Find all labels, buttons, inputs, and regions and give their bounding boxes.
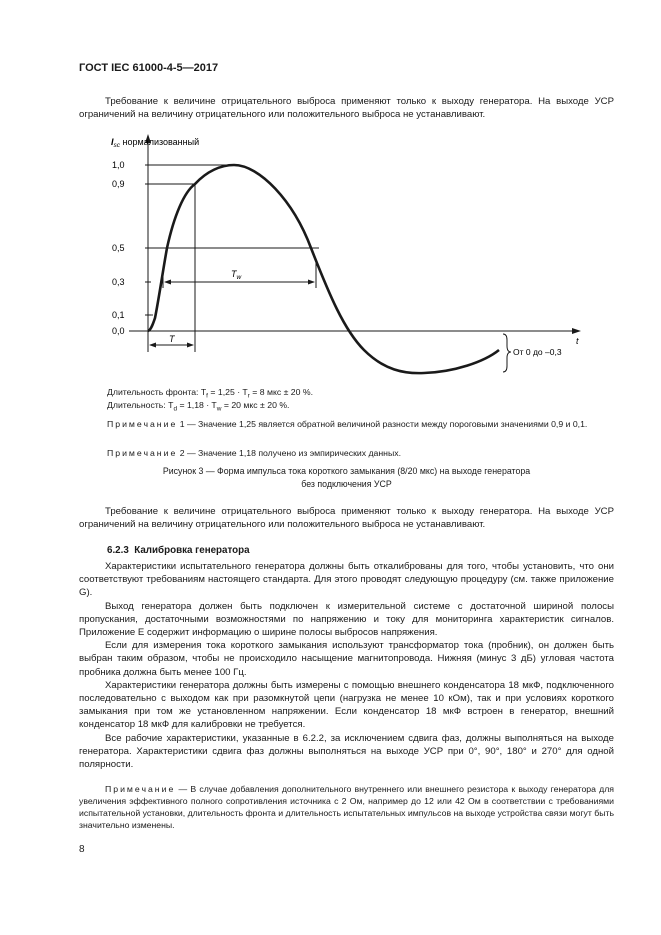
figure-note-2: Примечание 2 — Значение 1,18 получено из эмпирических данных. [107, 448, 401, 458]
undershoot-brace [503, 334, 511, 372]
undershoot-label: От 0 до –0,3 [513, 347, 562, 357]
y-tick-label: 1,0 [112, 160, 125, 170]
surge-current-waveform-figure [79, 130, 619, 390]
y-tick-label: 0,3 [112, 277, 125, 287]
section-heading: 6.2.3 Калибровка генератора [107, 545, 250, 556]
figure-note-1: Примечание 1 — Значение 1,25 является обратной величиной разности между пороговыми значениями 0,9 и 0,1. [107, 419, 588, 429]
section-paragraph: Все рабочие характеристики, указанные в 6.2.2, за исключением сдвига фаз, должны выполняться на выходе генератора. Характеристики сдвига фаз должны выполняться на выходе УСР при 0°, 90°, 180° и 270° для одной полярности. [79, 732, 614, 771]
section-paragraph: Если для измерения тока короткого замыкания используют трансформатор тока (пробник), он должен быть выбран таким образом, чтобы не происходило насыщение магнитопровода. Нижняя (минус 3 дБ) угловая частота пробника должна быть менее 100 Гц. [79, 640, 614, 678]
duration-line: Длительность: $T_d = 1,18 \cdot T_w = 20$ мкс ± 20 %. [107, 400, 290, 413]
y-tick-label: 0,9 [112, 179, 125, 189]
section-paragraph: Характеристики генератора должны быть измерены с помощью внешнего конденсатора 18 мкФ, подключенного последовательно с выходом как при разомкнутой цепи (нагрузка не менее 10 кОм), так и при условиях короткого замыкания при том же установленном напряжении. Если конденсатор 18 мкФ встроен в генератор, внешний конденсатор 18 мкФ для калибровки не требуется. [79, 679, 614, 731]
y-tick-label: 0,0 [112, 326, 125, 336]
section-paragraph: Выход генератора должен быть подключен к измерительной системе с достаточной шириной полосы пропускания, достаточными возможностями по напряжению и току для мониторинга характеристик сигналов. Приложение E содержит информацию о ширине полосы выбросов напряжения. [79, 600, 614, 639]
current-waveform-curve [148, 165, 499, 373]
front-duration-line: Длительность фронта: $T_f = 1,25 \cdot T_r = 8$ мкс ± 20 %. [107, 387, 314, 400]
tw-label: $T_w$ [231, 269, 242, 281]
y-tick-label: 0,5 [112, 243, 125, 253]
intro-paragraph: Требование к величине отрицательного выброса применяют только к выходу генератора. На выходе УСР ограничений на величину отрицательного или положительного выброса не устанавливают. [79, 96, 614, 121]
section-note: Примечание — В случае добавления дополнительного внутреннего или внешнего резистора к выходу генератора для увеличения эффективного полного сопротивления источника с 2 Ом, например до 12 или 42 Ом в соответствии с требованиями испытательной установки, длительность фронта и длительность испытательных импульсов на выходе устройства связи могут быть значительно изменены. [79, 784, 615, 830]
y-axis-label: $I_{sc}$ нормализованный [111, 137, 200, 149]
section-body [79, 560, 614, 771]
figure-caption: Рисунок 3 — Форма импульса тока короткого замыкания (8/20 мкс) на выходе генератора без подключения УСР [162, 466, 531, 489]
page-number: 8 [79, 844, 85, 855]
section-paragraph: Характеристики испытательного генератора должны быть откалиброваны для того, чтобы установить, что они соответствуют требованиям настоящего стандарта. Для этого проводят следующую процедуру (см. также приложение G). [79, 561, 614, 599]
paragraph-after-figure: Требование к величине отрицательного выброса применяют только к выходу генератора. На выходе УСР ограничений на величину отрицательного или положительного выброса не устанавливают. [79, 506, 614, 531]
t-label: T [169, 334, 175, 344]
page-header: ГОСТ IEC 61000-4-5—2017 [79, 62, 219, 74]
x-axis-label: t [576, 336, 579, 346]
x-axis-arrow [572, 328, 581, 334]
y-tick-label: 0,1 [112, 310, 125, 320]
